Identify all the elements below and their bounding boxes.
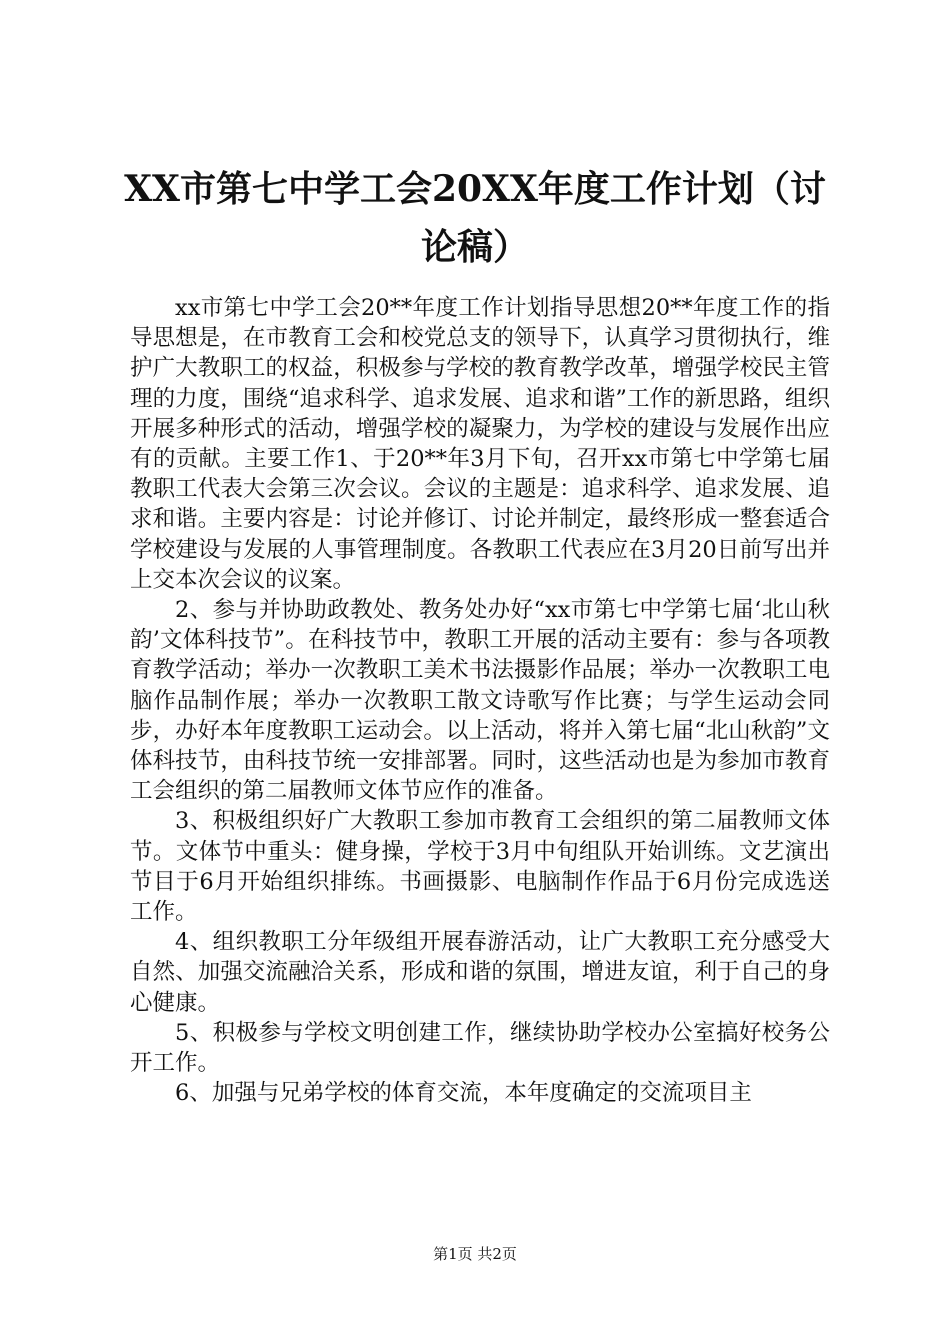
paragraph-4: 4、组织教职工分年级组开展春游活动，让广大教职工充分感受大自然、加强交流融洽关系，形成和谐的氛围，增进友谊，利于自己的身心健康。 [130,929,830,1016]
document-body [130,293,830,1108]
paragraph-5: 5、积极参与学校文明创建工作，继续协助学校办公室搞好校务公开工作。 [130,1019,830,1077]
page-number-footer: 第1页 共2页 [433,1245,517,1263]
paragraph-1: xx市第七中学工会20**年度工作计划指导思想20**年度工作的指导思想是，在市教育工会和校党总支的领导下，认真学习贯彻执行，维护广大教职工的权益，积极参与学校的教育教学改革，增强学校民主管理的力度，围绕“追求科学、追求发展、追求和谐”工作的新思路，组织开展多种形式的活动，增强学校的凝聚力，为学校的建设与发展作出应有的贡献。主要工作1、于20**年3月下旬，召开xx市第七中学第七届教职工代表大会第三次会议。会议的主题是：追求科学、追求发展、追求和谐。主要内容是：讨论并修订、讨论并制定，最终形成一整套适合学校建设与发展的人事管理制度。各教职工代表应在3月20日前写出并上交本次会议的议案。 [130,295,830,593]
paragraph-3: 3、积极组织好广大教职工参加市教育工会组织的第二届教师文体节。文体节中重头：健身操，学校于3月中旬组队开始训练。文艺演出节目于6月开始组织排练。书画摄影、电脑制作作品于6月份完成选送工作。 [130,808,830,926]
paragraph-6: 6、加强与兄弟学校的体育交流，本年度确定的交流项目主 [175,1080,752,1107]
document-title: XX市第七中学工会20XX年度工作计划（讨论稿） [124,168,826,268]
paragraph-2: 2、参与并协助政教处、教务处办好“xx市第七中学第七届‘北山秋韵’文体科技节”。在科技节中，教职工开展的活动主要有：参与各项教育教学活动；举办一次教职工美术书法摄影作品展；举办一次教职工电脑作品制作展；举办一次教职工散文诗歌写作比赛；与学生运动会同步，办好本年度教职工运动会。以上活动，将并入第七届“北山秋韵”文体科技节，由科技节统一安排部署。同时，这些活动也是为参加市教育工会组织的第二届教师文体节应作的准备。 [130,597,830,805]
